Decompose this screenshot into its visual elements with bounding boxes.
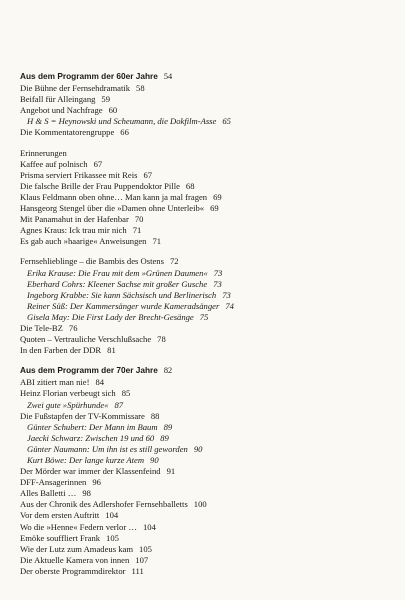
entry-title: Reiner Süß: Der Kammersänger wurde Kameradsänger xyxy=(27,300,220,311)
page-number: 68 xyxy=(185,180,195,191)
entry-title: Hansgeorg Stengel über die »Damen ohne Unterleib« xyxy=(20,203,205,214)
toc-subentry xyxy=(20,455,385,466)
entry-title: Emöke souffliert Frank xyxy=(20,532,101,543)
page-number: 75 xyxy=(199,311,209,322)
toc-subentry xyxy=(20,116,385,127)
page-number: 105 xyxy=(139,543,152,554)
page-number: 88 xyxy=(150,410,160,421)
toc-entry xyxy=(20,159,385,170)
entry-title: Klaus Feldmann oben ohne… Man kann ja mal fragen xyxy=(20,191,208,202)
entry-title: Kurt Böwe: Der lange kurze Atem xyxy=(27,455,145,465)
entry-title: Jaecki Schwarz: Zwischen 19 und 60 xyxy=(27,432,155,443)
toc-subentry xyxy=(20,444,385,455)
entry-title: Eberhard Cohrs: Kleener Sachse mit großer Gusche xyxy=(27,278,208,289)
toc-section-erinnerungen xyxy=(20,148,385,248)
toc-entry xyxy=(20,225,385,236)
page-number: 76 xyxy=(68,322,78,333)
entry-title: H & S = Heynowski und Scheumann, die Dokfilm-Asse xyxy=(27,116,217,127)
toc-entry xyxy=(20,555,385,566)
entry-title: Die Aktuelle Kamera von innen xyxy=(20,554,130,565)
toc-entry xyxy=(20,214,385,225)
page-number: 71 xyxy=(152,236,162,247)
section-heading-title: Fernsehlieblinge – die Bambis des Ostens xyxy=(20,256,164,267)
entry-title: Wo die »Henne« Federn verlor … xyxy=(20,521,137,532)
toc-entry xyxy=(20,566,385,577)
section-heading xyxy=(20,148,385,159)
page-number: 54 xyxy=(163,72,173,81)
toc-entry xyxy=(20,236,385,247)
entry-title: Agnes Kraus: Ick trau mir nich xyxy=(20,225,127,236)
toc-subentry xyxy=(20,312,385,323)
entry-title: Prisma serviert Frikassee mit Reis xyxy=(20,169,138,180)
page-number: 91 xyxy=(166,466,176,477)
toc-subentry xyxy=(20,422,385,433)
section-heading-title: Aus dem Programm der 60er Jahre xyxy=(20,71,158,81)
page-number: 111 xyxy=(131,565,144,576)
page-number: 67 xyxy=(93,158,103,169)
page-number: 84 xyxy=(95,377,105,388)
toc-entry xyxy=(20,466,385,477)
table-of-contents xyxy=(20,71,385,586)
page-number: 100 xyxy=(193,499,207,510)
page-number: 104 xyxy=(105,510,119,521)
entry-title: Kaffee auf polnisch xyxy=(20,158,88,169)
entry-title: Die Fußstapfen der TV-Kommissare xyxy=(20,410,145,421)
entry-title: Alles Balletti … xyxy=(20,488,77,499)
page-number: 78 xyxy=(157,334,166,345)
page-number: 96 xyxy=(92,477,101,488)
entry-title: ABI zitiert man nie! xyxy=(20,377,90,388)
section-heading-title: Aus dem Programm der 70er Jahre xyxy=(20,365,158,376)
entry-title: Quoten – Vertrauliche Verschlußsache xyxy=(20,334,152,345)
section-heading xyxy=(20,256,385,267)
page-number: 107 xyxy=(135,554,149,565)
page-number: 69 xyxy=(213,191,222,202)
toc-entry xyxy=(20,181,385,192)
toc-section-fernsehlieblinge xyxy=(20,256,385,356)
toc-subentry xyxy=(20,301,385,312)
entry-title: Die falsche Brille der Frau Puppendoktor Pille xyxy=(20,180,180,191)
page-number: 67 xyxy=(143,169,153,180)
page-number: 69 xyxy=(210,203,219,214)
page-number: 82 xyxy=(163,366,173,376)
toc-entry xyxy=(20,334,385,345)
toc-entry xyxy=(20,510,385,521)
page-number: 70 xyxy=(134,214,144,225)
entry-title: Es gab auch »haarige« Anweisungen xyxy=(20,236,147,247)
toc-subentry xyxy=(20,268,385,279)
page-number: 98 xyxy=(82,488,91,499)
entry-title: Ingeborg Krabbe: Sie kann Sächsisch und Berlinerisch xyxy=(27,289,217,300)
section-heading xyxy=(20,71,385,82)
page-number: 105 xyxy=(106,532,119,543)
page-number: 72 xyxy=(169,256,179,267)
entry-title: Erika Krause: Die Frau mit dem »Grünen Daumen« xyxy=(27,267,208,278)
toc-entry xyxy=(20,533,385,544)
entry-title: Der oberste Programmdirektor xyxy=(20,565,126,576)
page-number: 58 xyxy=(136,83,145,94)
page-number: 104 xyxy=(142,521,156,532)
toc-entry xyxy=(20,105,385,116)
toc-subentry xyxy=(20,433,385,444)
entry-title: Mit Panamahut in der Hafenbar xyxy=(20,214,129,225)
entry-title: Heinz Florian verbeugt sich xyxy=(20,388,116,399)
section-heading xyxy=(20,365,385,376)
page-number: 73 xyxy=(213,267,223,278)
toc-entry xyxy=(20,377,385,388)
page-number: 74 xyxy=(225,300,234,311)
entry-title: Gisela May: Die First Lady der Brecht-Gesänge xyxy=(27,311,194,322)
section-heading-title: Erinnerungen xyxy=(20,147,67,158)
page-number: 60 xyxy=(108,105,118,116)
entry-title: Günter Schubert: Der Mann im Baum xyxy=(27,421,158,432)
entry-title: Zwei gute »Spürhunde« xyxy=(27,399,109,410)
page-number: 81 xyxy=(107,345,116,356)
toc-entry xyxy=(20,323,385,334)
toc-section-70er xyxy=(20,365,385,577)
page-number: 65 xyxy=(222,116,231,127)
toc-entry xyxy=(20,192,385,203)
entry-title: Aus der Chronik des Adlershofer Fernsehballetts xyxy=(20,499,188,510)
page-number: 59 xyxy=(101,94,111,105)
toc-entry xyxy=(20,499,385,510)
page-number: 73 xyxy=(213,278,222,289)
toc-entry xyxy=(20,170,385,181)
toc-entry xyxy=(20,488,385,499)
page-number: 90 xyxy=(193,443,203,454)
toc-subentry xyxy=(20,279,385,290)
entry-title: In den Farben der DDR xyxy=(20,345,102,356)
toc-entry xyxy=(20,345,385,356)
toc-section-60er xyxy=(20,71,385,139)
toc-subentry xyxy=(20,400,385,411)
toc-entry xyxy=(20,522,385,533)
toc-entry xyxy=(20,544,385,555)
entry-title: DFF-Ansagerinnen xyxy=(20,477,87,488)
entry-title: Der Mörder war immer der Klassenfeind xyxy=(20,466,161,477)
entry-title: Beifall für Alleingang xyxy=(20,94,96,105)
page-number: 87 xyxy=(114,399,124,410)
toc-entry xyxy=(20,94,385,105)
toc-entry xyxy=(20,83,385,94)
toc-entry xyxy=(20,477,385,488)
page-number: 89 xyxy=(163,421,173,432)
toc-subentry xyxy=(20,290,385,301)
page-number: 85 xyxy=(121,388,131,399)
toc-entry xyxy=(20,388,385,399)
entry-title: Günter Naumann: Um ihn ist es still geworden xyxy=(27,443,188,454)
entry-title: Die Bühne der Fernsehdramatik xyxy=(20,83,131,94)
page-number: 89 xyxy=(160,432,169,443)
entry-title: Angebot und Nachfrage xyxy=(20,105,103,116)
toc-entry xyxy=(20,127,385,138)
toc-entry xyxy=(20,203,385,214)
page-number: 71 xyxy=(132,225,142,236)
entry-title: Die Tele-BZ xyxy=(20,322,63,333)
entry-title: Wie der Lutz zum Amadeus kam xyxy=(20,543,134,554)
entry-title: Die Kommentatorengruppe xyxy=(20,127,115,138)
toc-entry xyxy=(20,411,385,422)
entry-title: Vor dem ersten Auftritt xyxy=(20,510,100,521)
page-number: 90 xyxy=(150,455,159,465)
page-number: 73 xyxy=(222,289,231,300)
page-number: 66 xyxy=(120,127,129,138)
